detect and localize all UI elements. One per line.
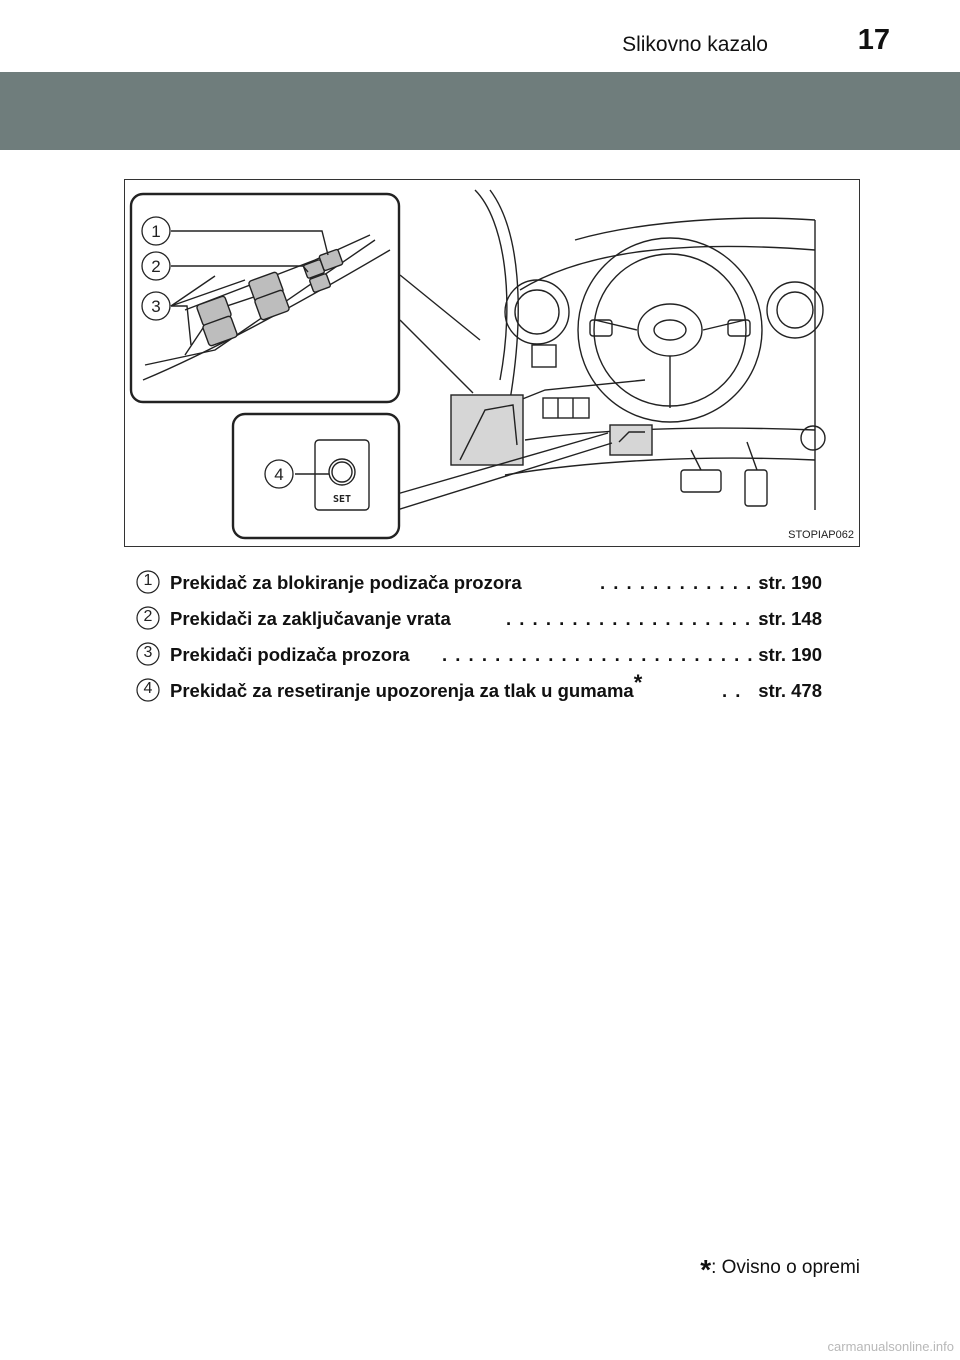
figure-code: STOPIAP062 (788, 529, 854, 541)
footnote-text: : Ovisno o opremi (711, 1257, 860, 1278)
number-badge: 3 (136, 642, 160, 666)
callout-1-label: 1 (151, 222, 161, 241)
illustration-figure (124, 179, 860, 547)
number-badge: 4 (136, 678, 160, 702)
page-reference[interactable]: str. 478 (758, 680, 822, 701)
page-number: 17 (857, 24, 890, 56)
callout-4-label: 4 (274, 465, 284, 484)
legend-label: Prekidač za resetiranje upozorenja za tlak u gumama* (170, 669, 643, 701)
legend-item (136, 639, 826, 675)
legend-label: Prekidači podizača prozora (170, 644, 410, 665)
watermark: carmanualsonline.info (827, 1339, 954, 1354)
footnote (700, 1254, 860, 1286)
page-reference[interactable]: str. 190 (758, 572, 822, 593)
section-title: Slikovno kazalo (622, 33, 768, 56)
legend-label: Prekidači za zaključavanje vrata (170, 608, 451, 629)
leader-dots: . . . . . . . . . . . . . . . . . . . . (506, 608, 765, 629)
legend-list (136, 567, 826, 711)
legend-item (136, 567, 826, 603)
leader-dots: . . (722, 680, 742, 701)
page-header (0, 0, 960, 62)
number-badge: 1 (136, 570, 160, 594)
leader-dots: . . . . . . . . . . . . . . . . . . . . . . . . (442, 644, 755, 665)
dashboard-illustration (125, 180, 859, 546)
footnote-marker: * (633, 669, 643, 695)
page-reference[interactable]: str. 148 (758, 608, 822, 629)
set-button-label: SET (332, 494, 352, 505)
legend-item (136, 603, 826, 639)
page-reference[interactable]: str. 190 (758, 644, 822, 665)
number-badge: 2 (136, 606, 160, 630)
section-band (0, 72, 960, 150)
leader-dots: . . . . . . . . . . . . . (600, 572, 766, 593)
legend-label: Prekidač za blokiranje podizača prozora (170, 572, 522, 593)
legend-item (136, 669, 826, 711)
callout-2-label: 2 (151, 257, 161, 276)
footnote-star: * (700, 1254, 712, 1285)
callout-3-label: 3 (151, 297, 161, 316)
